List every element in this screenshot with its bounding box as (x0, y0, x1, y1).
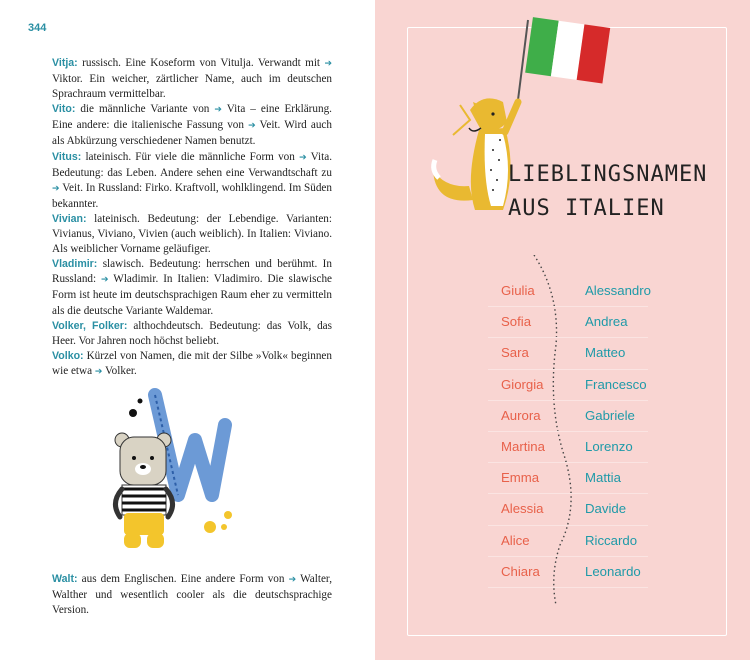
entry-term: Volker, Folker: (52, 319, 128, 332)
names-row (488, 432, 648, 463)
arrow-right-icon: ➔ (299, 152, 307, 163)
names-row (488, 307, 648, 338)
boy-name: Mattia (585, 470, 621, 486)
girl-name: Sofia (501, 314, 532, 330)
entry-text: lateinisch. Für viele die männliche Form von (81, 150, 300, 163)
entry-text: russisch. Eine Koseform von Vitulja. Verwandt mit (77, 57, 325, 69)
girl-name: Aurora (501, 407, 541, 423)
fox-illustration (433, 98, 518, 210)
name-entry (52, 319, 332, 349)
entry-text: slawisch. Bedeutung: herrschen und berühmt. In Russland: (52, 258, 332, 286)
names-row (488, 463, 648, 494)
arrow-right-icon: ➔ (52, 183, 60, 194)
heading-line-1: LIEBLINGSNAMEN (508, 162, 708, 187)
page-number: 344 (28, 22, 47, 34)
arrow-right-icon: ➔ (288, 575, 297, 585)
entry-term: Vladimir: (52, 258, 98, 271)
entry-text: althochdeutsch. Bedeutung: das Volk, das Heer. Vor Jahren noch höchst beliebt. (52, 319, 332, 347)
boy-name: Riccardo (585, 532, 638, 548)
girl-name: Emma (501, 470, 540, 486)
name-entry (52, 257, 332, 318)
name-entry (52, 212, 332, 257)
girl-name: Sara (501, 345, 529, 361)
arrow-right-icon: ➔ (94, 366, 103, 377)
boy-name: Davide (585, 501, 627, 517)
boy-name: Gabriele (585, 407, 635, 423)
italian-flag-icon (518, 17, 610, 100)
entry-term: Vitja: (52, 57, 78, 69)
arrow-right-icon: ➔ (324, 59, 332, 69)
entry-term: Walt: (52, 573, 78, 585)
entry-walt: Walt: aus dem Englischen. Eine andere Form von ➔ Walter, Walther und wesentlich cooler als die deutschsprachige Version. (52, 573, 332, 617)
names-row (488, 557, 648, 588)
entry-text: Veit. In Russland: Firko. Kraftvoll, wohlklingend. Im Süden bekannter. (52, 181, 332, 210)
heading-line-2: AUS ITALIEN (508, 196, 665, 221)
names-row (488, 338, 648, 369)
names-row (488, 276, 651, 307)
boy-name: Francesco (585, 376, 647, 392)
girl-name: Giorgia (501, 376, 544, 392)
entry-term: Vivian: (52, 212, 87, 225)
bear-illustration (115, 433, 173, 548)
entry-term: Volko: (52, 349, 84, 362)
name-entries (52, 56, 332, 380)
entry-text: Wladimir. In Italien: Vladimiro. Die slawische Form ist heute im deutschsprachigen Raum eher zu vermitteln als die deutsche Variante Waldemar. (52, 273, 332, 317)
names-row (488, 401, 648, 432)
girl-name: Martina (501, 438, 545, 454)
names-row (488, 370, 648, 401)
girl-name: Alice (501, 532, 530, 548)
name-entry (52, 56, 332, 102)
girl-name: Alessia (501, 501, 544, 517)
entry-text: Vita – eine Erklärung. Eine andere: die italienische Fassung von (52, 103, 332, 132)
entry-text: lateinisch. Bedeutung: der Lebendige. Varianten: Vivianus, Viviano, Vivien (auch weiblich). In Italien: Viviano. Als weiblicher Vorname geläufiger. (52, 212, 332, 256)
section-heading (508, 158, 707, 226)
arrow-right-icon: ➔ (248, 121, 256, 132)
entry-text: Vita. Bedeutung: das Leben. Andere sehen eine Verwandtschaft zu (52, 150, 332, 179)
arrow-right-icon: ➔ (101, 275, 109, 286)
names-list (488, 276, 651, 588)
boy-name: Matteo (585, 345, 626, 361)
entry-term: Vitus: (52, 150, 82, 163)
boy-name: Alessandro (585, 283, 651, 298)
boy-name: Andrea (585, 314, 628, 330)
name-entry (52, 102, 332, 149)
entry-term: Vito: (52, 103, 76, 116)
entry-text: Volker. (102, 364, 137, 377)
names-row (488, 526, 648, 557)
girl-name: Chiara (501, 563, 540, 579)
boy-name: Leonardo (585, 563, 641, 579)
entry-text: Veit. Wird auch als Abkürzung verschiedener Namen benutzt. (52, 119, 332, 148)
boy-name: Lorenzo (585, 438, 633, 454)
girl-name: Giulia (501, 283, 535, 298)
bear-letter-w-illustration (100, 385, 250, 555)
arrow-right-icon: ➔ (214, 105, 222, 116)
entry-text: Kürzel von Namen, die mit der Silbe »Volk« beginnen wie etwa (52, 349, 332, 377)
entry-text: die männliche Variante von (75, 103, 215, 116)
entry-text: Viktor. Ein weicher, zärtlicher Name, auch im deutschen Sprachraum vermittelbar. (52, 73, 332, 101)
names-row (488, 494, 648, 525)
name-entry (52, 150, 332, 212)
name-entry (52, 349, 332, 380)
